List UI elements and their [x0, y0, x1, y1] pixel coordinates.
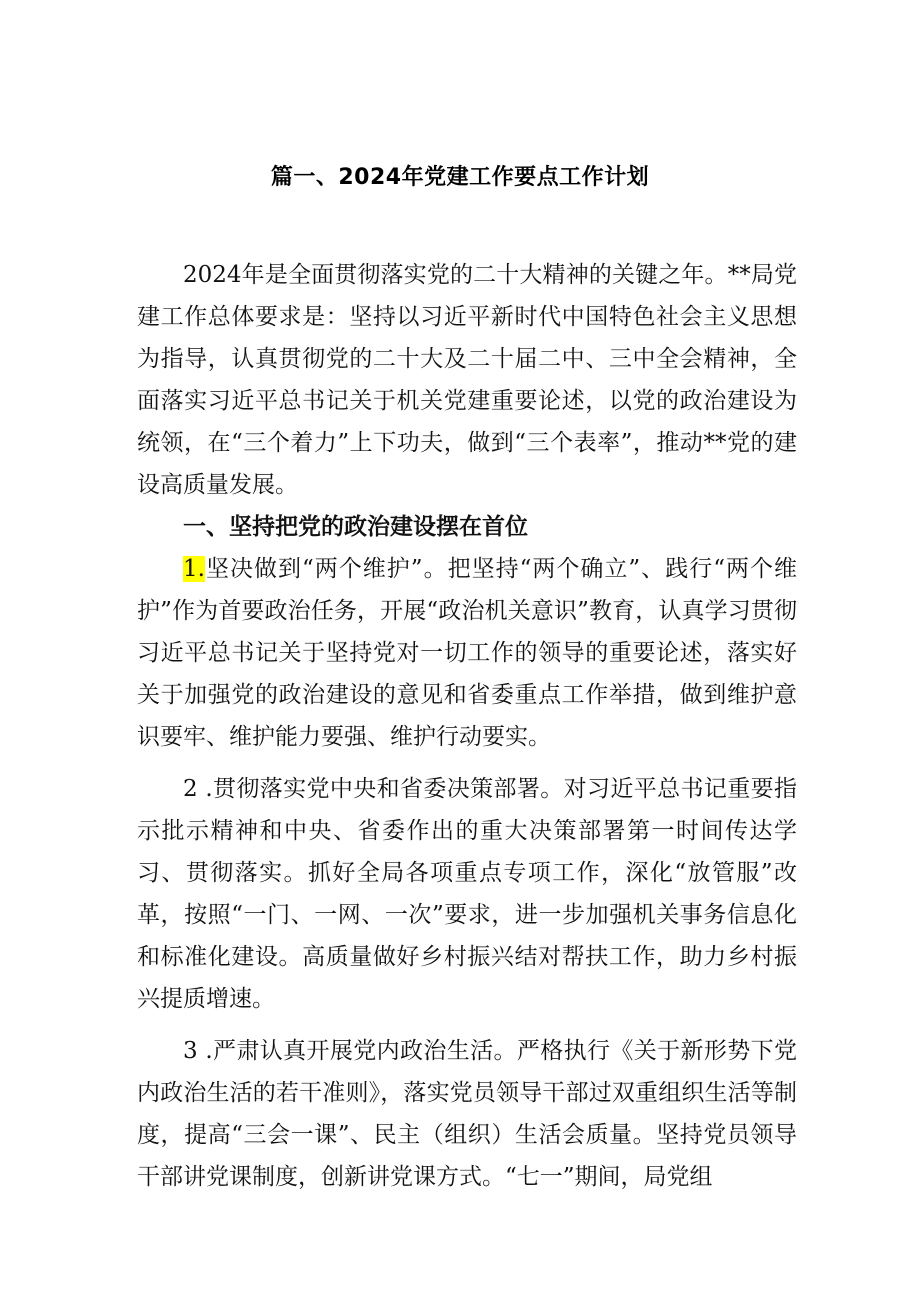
item-1-text: 坚决做到“两个维护”。把坚持“两个确立”、践行“两个维护”作为首要政治任务，开展“政治机关意识”教育，认真学习贯彻习近平总书记关于坚持党对一切工作的领导的重要论述，落实好关于加强党的政治建设的意见和省委重点工作举措，做到维护意识要牢、维护能力要强、维护行动要实。 — [137, 556, 797, 750]
intro-paragraph: 2024年是全面贯彻落实党的二十大精神的关键之年。**局党建工作总体要求是：坚持以习近平新时代中国特色社会主义思想为指导，认真贯彻党的二十大及二十届二中、三中全会精神，全面落实习近平总书记关于机关党建重要论述，以党的政治建设为统领，在“三个着力”上下功夫，做到“三个表率”，推动**党的建设高质量发展。 — [137, 262, 797, 498]
item-1-paragraph — [137, 548, 797, 758]
item-1-number-highlight: 1. — [183, 556, 205, 582]
document-title: 篇一、2024年党建工作要点工作计划 — [270, 165, 650, 190]
item-2-paragraph: 2 .贯彻落实党中央和省委决策部署。对习近平总书记重要指示批示精神和中央、省委作出的重大决策部署第一时间传达学习、贯彻落实。抓好全局各项重点专项工作，深化“放管服”改革，按照“一门、一网、一次”要求，进一步加强机关事务信息化和标准化建设。高质量做好乡村振兴结对帮扶工作，助力乡村振兴提质增速。 — [137, 776, 797, 1012]
document-body — [137, 254, 797, 1198]
section-heading: 一、坚持把党的政治建设摆在首位 — [183, 514, 528, 540]
item-3-paragraph: 3 .严肃认真开展党内政治生活。严格执行《关于新形势下党内政治生活的若干准则》，落实党员领导干部过双重组织生活等制度，提高“三会一课”、民主（组织）生活会质量。坚持党员领导干部讲党课制度，创新讲党课方式。“七一”期间，局党组 — [137, 1038, 797, 1190]
